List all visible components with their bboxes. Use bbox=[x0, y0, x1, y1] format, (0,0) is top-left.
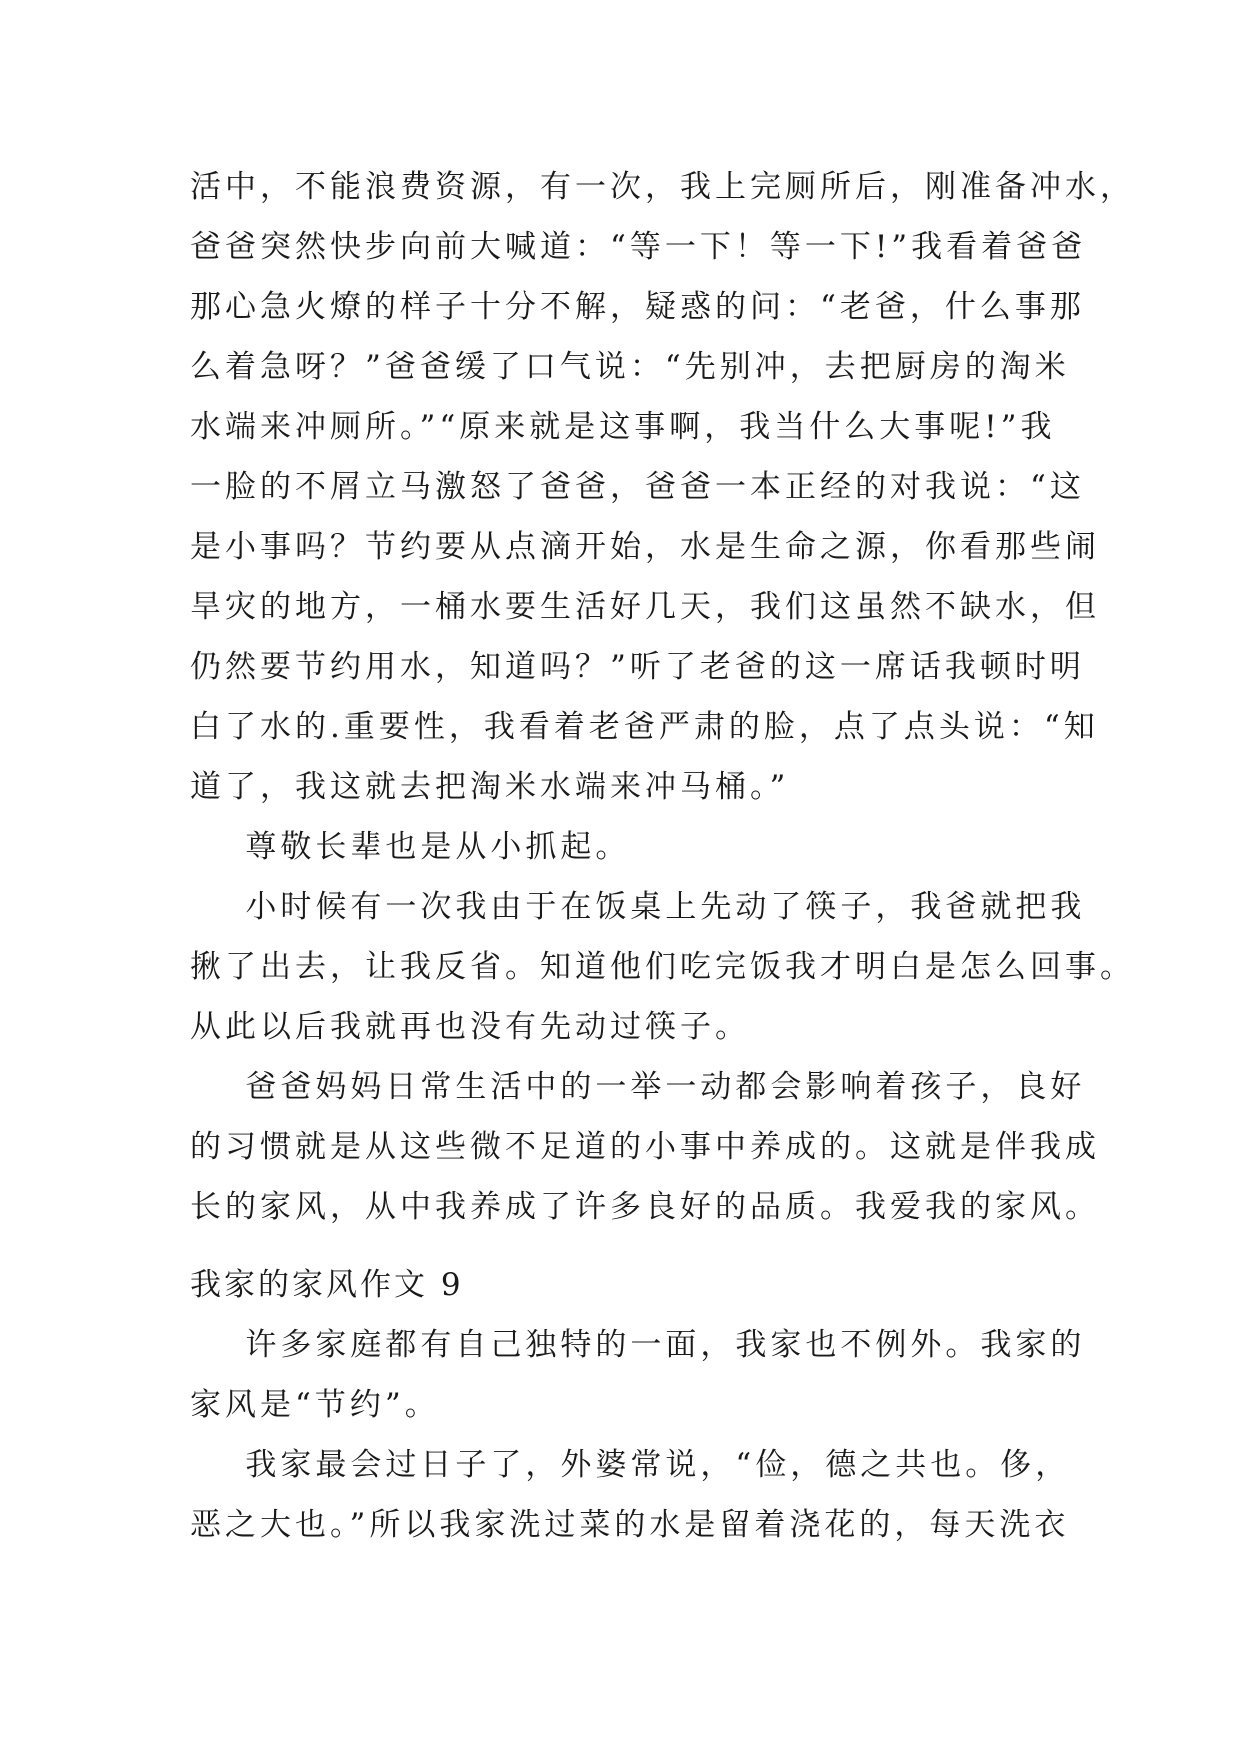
text-line: 旱灾的地方，一桶水要生活好几天，我们这虽然不缺水，但 bbox=[190, 589, 1100, 625]
text-line: 仍然要节约用水，知道吗？”听了老爸的这一席话我顿时明 bbox=[190, 649, 1085, 685]
text-line: 么着急呀？”爸爸缓了口气说：“先别冲，去把厨房的淘米 bbox=[190, 349, 1070, 385]
text-line: 从此以后我就再也没有先动过筷子。 bbox=[190, 1009, 750, 1045]
essay-body-part-2 bbox=[190, 1315, 1086, 1555]
text-line: 我家最会过日子了，外婆常说，“俭，德之共也。侈， bbox=[190, 1447, 1071, 1483]
essay-body-part-1 bbox=[190, 157, 1135, 1237]
text-line: 水端来冲厕所。”“原来就是这事啊，我当什么大事呢!”我 bbox=[190, 409, 1056, 445]
text-line: 爸爸突然快步向前大喊道：“等一下！等一下!”我看着爸爸 bbox=[190, 229, 1087, 265]
text-line: 活中，不能浪费资源，有一次，我上完厕所后，刚准备冲水， bbox=[190, 169, 1135, 205]
text-line: 那心急火燎的样子十分不解，疑惑的问：“老爸，什么事那 bbox=[190, 289, 1085, 325]
text-line: 是小事吗？节约要从点滴开始，水是生命之源，你看那些闹 bbox=[190, 529, 1100, 565]
text-line: 长的家风，从中我养成了许多良好的品质。我爱我的家风。 bbox=[190, 1189, 1100, 1225]
text-line: 一脸的不屑立马激怒了爸爸，爸爸一本正经的对我说：“这 bbox=[190, 469, 1085, 505]
essay-heading: 我家的家风作文 9 bbox=[190, 1267, 464, 1303]
text-line: 恶之大也。”所以我家洗过菜的水是留着浇花的，每天洗衣 bbox=[190, 1507, 1070, 1543]
text-line: 尊敬长辈也是从小抓起。 bbox=[190, 829, 631, 865]
text-line: 爸爸妈妈日常生活中的一举一动都会影响着孩子，良好 bbox=[190, 1069, 1086, 1105]
text-line: 小时候有一次我由于在饭桌上先动了筷子，我爸就把我 bbox=[190, 889, 1086, 925]
text-line: 许多家庭都有自己独特的一面，我家也不例外。我家的 bbox=[190, 1327, 1086, 1363]
text-line: 的习惯就是从这些微不足道的小事中养成的。这就是伴我成 bbox=[190, 1129, 1100, 1165]
text-line: 白了水的.重要性，我看着老爸严肃的脸，点了点头说：“知 bbox=[190, 709, 1099, 745]
text-line: 道了，我这就去把淘米水端来冲马桶。” bbox=[190, 769, 790, 805]
text-line: 揪了出去，让我反省。知道他们吃完饭我才明白是怎么回事。 bbox=[190, 949, 1135, 985]
text-line: 家风是“节约”。 bbox=[190, 1387, 440, 1423]
